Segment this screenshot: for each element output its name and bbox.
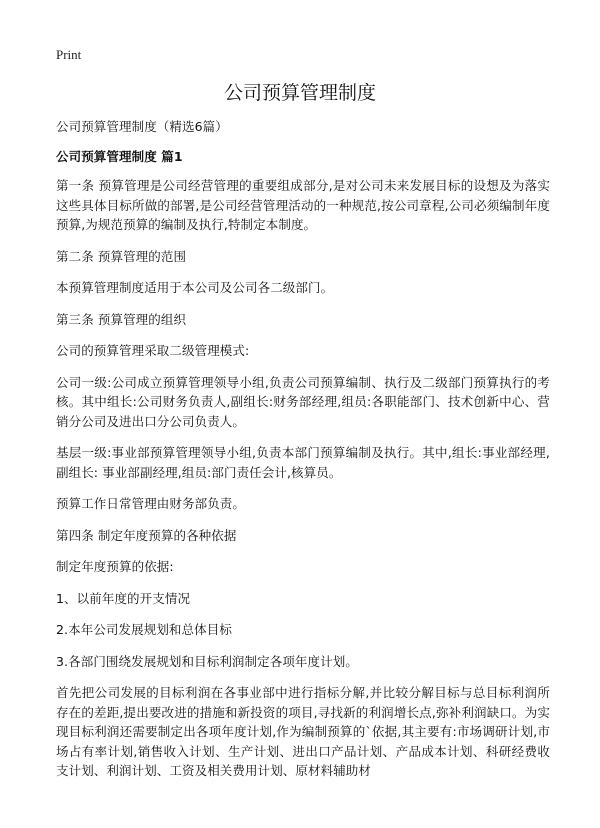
paragraph: 公司的预算管理采取二级管理模式:: [56, 343, 250, 358]
paragraph: 第三条 预算管理的组织: [56, 311, 187, 327]
section-heading: 公司预算管理制度 篇1: [56, 148, 183, 164]
document-body: [56, 117, 550, 793]
paragraph: 本预算管理制度适用于本公司及公司各二级部门。: [56, 280, 334, 295]
paragraph: 第二条 预算管理的范围: [56, 248, 187, 264]
paragraph: 1、以前年度的开支情况: [56, 590, 191, 606]
paragraph: 第一条 预算管理是公司经营管理的重要组成部分,是对公司未来发展目标的设想及为落实这些具体目标所做的部署,是公司经营管理活动的一种规范,按公司章程,公司必须编制年度预算,为规范预算的编制及执行,特制定本制度。: [56, 178, 550, 232]
paragraph: 基层一级:事业部预算管理领导小组,负责本部门预算编制及执行。其中,组长:事业部经理,副组长: 事业部副经理,组员:部门责任会计,核算员。: [56, 445, 550, 480]
page-title: 公司预算管理制度: [223, 82, 376, 104]
paragraph: 第四条 制定年度预算的各种依据: [56, 527, 237, 543]
paragraph: 制定年度预算的依据:: [56, 559, 174, 574]
document-subtitle: 公司预算管理制度（精选6篇）: [56, 119, 228, 134]
paragraph: 2.本年公司发展规划和总体目标: [56, 622, 232, 637]
print-link[interactable]: Print: [56, 47, 82, 62]
paragraph: 3.各部门围绕发展规划和目标利润制定各项年度计划。: [56, 653, 358, 669]
paragraph: 预算工作日常管理由财务部负责。: [56, 496, 246, 511]
paragraph: 公司一级:公司成立预算管理领导小组,负责公司预算编制、执行及二级部门预算执行的考核。其中组长:公司财务负责人,副组长:财务部经理,组员:各职能部门、技术创新中心、营销分公司及进出口分公司负责人。: [56, 374, 550, 429]
paragraph: 首先把公司发展的目标利润在各事业部中进行指标分解,并比较分解目标与总目标利润所存在的差距,提出要改进的措施和新投资的项目,寻找新的利润增长点,弥补利润缺口。为实现目标利润还需要制定出各项年度计划,作为编制预算的`依据,其主要有:市场调研计划,市场占有率计划,销售收入计划、生产计划、进出口产品计划、产品成本计划、科研经费收支计划、利润计划、工资及相关费用计划、原材料辅助材: [56, 685, 550, 778]
